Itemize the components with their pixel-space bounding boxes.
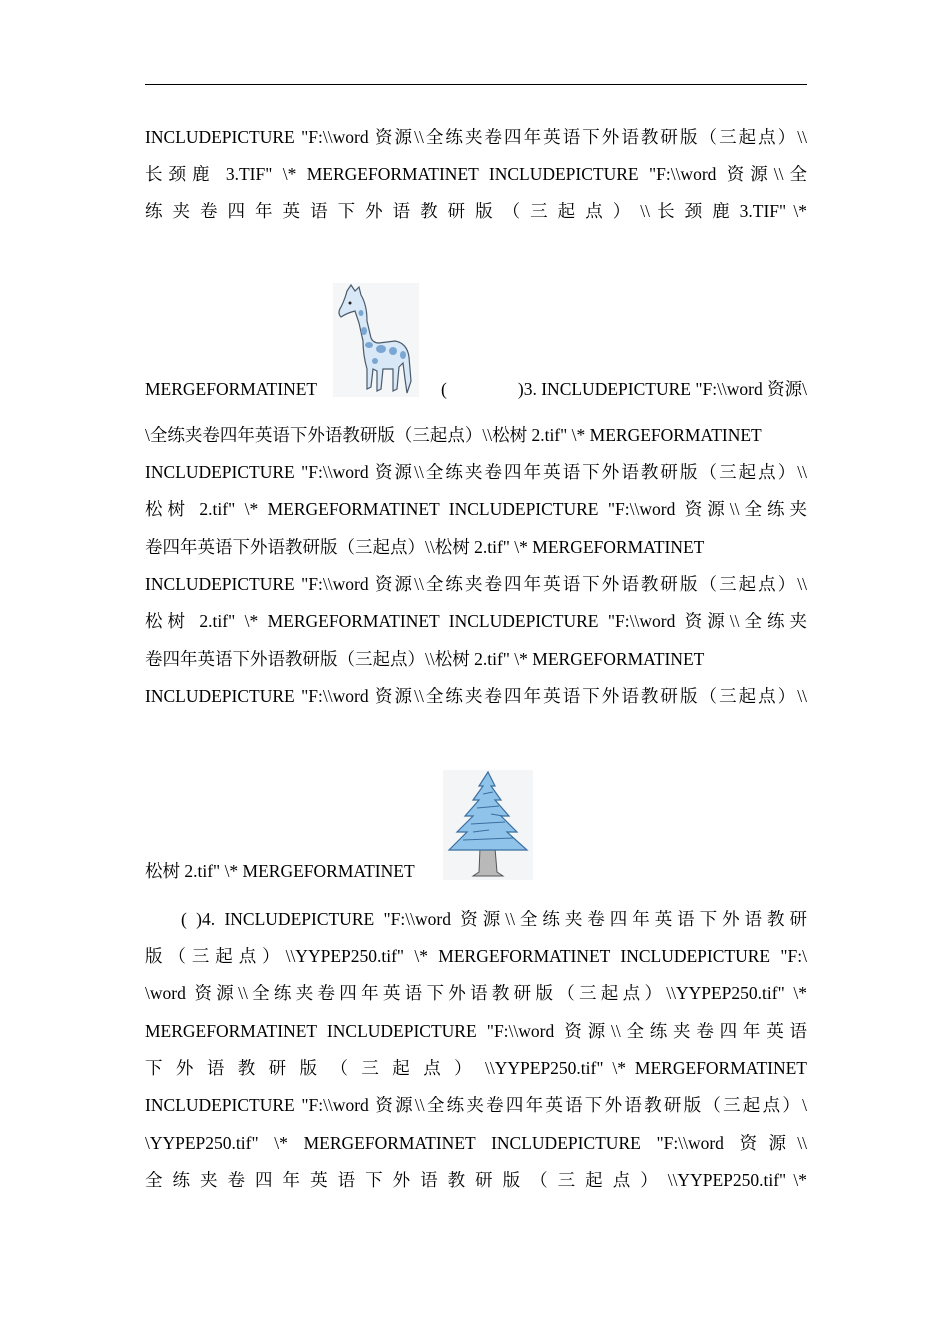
q4-line: INCLUDEPICTURE "F:\\word 资源\\全练夹卷四年英语下外语教研版（三起点）\ xyxy=(145,1095,807,1115)
giraffe-picture xyxy=(333,283,419,397)
q4-line: \word 资源\\全练夹卷四年英语下外语教研版（三起点）\\YYPEP250.tif" \* xyxy=(145,983,807,1003)
text-line: 松树 2.tif" \* MERGEFORMATINET INCLUDEPICTURE "F:\\word 资源\\全练夹 xyxy=(145,499,807,519)
q3-answer-paren: ( xyxy=(441,379,447,399)
pine-tree-picture xyxy=(443,770,533,880)
text-line: INCLUDEPICTURE "F:\\word 资源\\全练夹卷四年英语下外语教研版（三起点）\\ xyxy=(145,574,807,594)
text-line: INCLUDEPICTURE "F:\\word 资源\\全练夹卷四年英语下外语教研版（三起点）\\ xyxy=(145,686,807,706)
text-line: INCLUDEPICTURE "F:\\word 资源\\全练夹卷四年英语下外语教研版（三起点）\\ xyxy=(145,127,807,147)
text-line: 长颈鹿 3.TIF" \* MERGEFORMATINET INCLUDEPICTURE "F:\\word 资源\\全 xyxy=(145,164,807,184)
q3-prefix: MERGEFORMATINET xyxy=(145,379,318,399)
text-line: 练 夹 卷 四 年 英 语 下 外 语 教 研 版 （ 三 起 点 ） \\ 长 颈 鹿 3.TIF" \* xyxy=(145,201,807,221)
text-line: 卷四年英语下外语教研版（三起点）\\松树 2.tif" \* MERGEFORMATINET xyxy=(145,537,705,557)
q4-line: ( )4. INCLUDEPICTURE "F:\\word 资源\\全练夹卷四年英语下外语教研 xyxy=(181,909,807,929)
text-line: INCLUDEPICTURE "F:\\word 资源\\全练夹卷四年英语下外语教研版（三起点）\\ xyxy=(145,462,807,482)
q4-line: MERGEFORMATINET INCLUDEPICTURE "F:\\word 资源\\全练夹卷四年英语 xyxy=(145,1021,807,1041)
text-line: 松树 2.tif" \* MERGEFORMATINET INCLUDEPICTURE "F:\\word 资源\\全练夹 xyxy=(145,611,807,631)
q3-text: )3. INCLUDEPICTURE "F:\\word 资源\ xyxy=(517,379,807,399)
q4-line: 全 练 夹 卷 四 年 英 语 下 外 语 教 研 版 （ 三 起 点 ） \\YYPEP250.tif" \* xyxy=(145,1170,807,1190)
text-line: \全练夹卷四年英语下外语教研版（三起点）\\松树 2.tif" \* MERGEFORMATINET xyxy=(145,425,762,445)
header-rule xyxy=(145,84,807,85)
q4-line: \YYPEP250.tif" \* MERGEFORMATINET INCLUDEPICTURE "F:\\word 资源\\ xyxy=(145,1133,807,1153)
text-line: 卷四年英语下外语教研版（三起点）\\松树 2.tif" \* MERGEFORMATINET xyxy=(145,649,705,669)
q4-line: 版（三起点）\\YYPEP250.tif" \* MERGEFORMATINET INCLUDEPICTURE "F:\ xyxy=(145,946,807,966)
q4-line: 下 外 语 教 研 版 （ 三 起 点 ） \\YYPEP250.tif" \* MERGEFORMATINET xyxy=(145,1058,807,1078)
tree-line-text: 松树 2.tif" \* MERGEFORMATINET xyxy=(145,861,415,881)
